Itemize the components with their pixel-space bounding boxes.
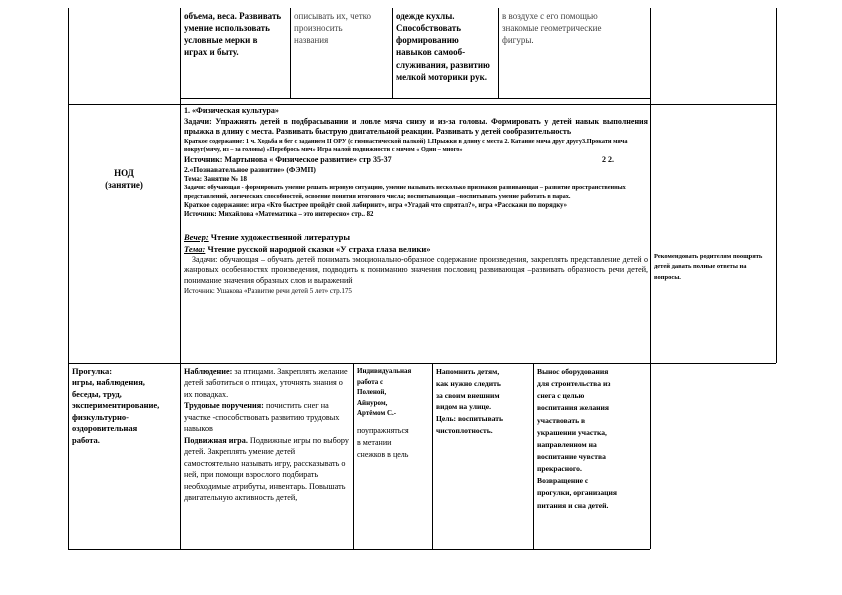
cog-theme: Тема: Занятие № 18	[184, 175, 247, 184]
row1-col3: описывать их, четко произносить названия	[294, 11, 372, 46]
read-theme: Чтение русской народной сказки «У страха глаза велики»	[207, 243, 431, 254]
row1-col5: в воздухе с его помощью знакомые геометрические фигуры.	[502, 11, 602, 46]
read-label: Вечер:	[184, 232, 209, 243]
read-source: Источник: Ушакова «Развитие речи детей 5 лет» стр.175	[184, 286, 352, 295]
nod-label: НОД (занятие)	[105, 168, 143, 191]
grid-line	[498, 8, 499, 98]
grid-line	[68, 104, 776, 105]
walk-activities	[184, 366, 352, 548]
grid-line	[180, 98, 650, 99]
grid-line	[432, 363, 433, 549]
parents-note: Рекомендовать родителям поощрять детей давать полные ответы на вопросы.	[654, 253, 763, 281]
phys-title: 1. «Физическая культура»	[184, 106, 279, 115]
grid-line	[650, 8, 651, 549]
remind-note: Напомнить детям, как нужно следить за своим внешним видом на улице. Цель: воспитывать чистоплотность.	[436, 367, 504, 435]
walk-label: Прогулка: игры, наблюдения, беседы, труд, экспериментирование, физкультурно- оздоровительная работа.	[72, 366, 160, 445]
equipment-note: Вынос оборудования для строительства из снега с целью воспитания желания участвовать в украшении участка, направленном на воспитание чувства прекрасного. Возвращение с прогулки, организация питания и сна детей.	[537, 367, 617, 510]
cog-tasks: Задачи: обучающая - формировать умение решать игровую ситуацию, умение называть несколько признаков развивающая – развитие пространственных представлений, логических способностей, освоение понятия итогового числа; воспитывающая –воспитывать умение работать в парах.	[184, 184, 626, 200]
grid-line	[533, 363, 534, 549]
labor-text: почистить снег на участке -способствовать развитию трудовых навыков	[184, 401, 340, 434]
read-tasks: Задачи: обучающая – обучать детей понимать эмоционально-образное содержание произведения, закреплять представление детей о жанровых особенностях произведения, подводить к пониманию значения пословиц развивающая –развивать образность речи детей, понимание значения образных слов и выражений	[184, 254, 648, 286]
grid-line	[353, 363, 354, 549]
nod-content	[184, 106, 648, 296]
grid-line	[290, 8, 291, 98]
read-theme-label: Тема:	[184, 243, 206, 254]
phys-content: Краткое содержание: 1 ч. Ходьба и бег с заданием II ОРУ (с гимнастической палкой) 1.Прыжки в длину с места 2. Катание мяча друг другу3.Прокати мяча вокруг(мячу, из – за головы) «Перебрось мяч» Игра малой подвижности с мячом « Один – много»	[184, 137, 628, 154]
labor-label: Трудовые поручения:	[184, 401, 264, 411]
obs-label: Наблюдение:	[184, 367, 233, 376]
game-text: Подвижные игры по выбору детей. Закреплять умение детей самостоятельно называть игру, рассказывать о ней, при помощи взрослого подбирать необходимые атрибуты, инвентарь. Повышать двигательную активность детей,	[184, 435, 349, 503]
grid-line	[776, 8, 777, 363]
grid-line	[68, 8, 69, 549]
individual-work: Индивидуальная работа с Поленой, Айнуром, Артёмом С.- поупражняться в метании снежков в цель	[357, 367, 412, 459]
grid-line	[68, 549, 650, 550]
read-title: Чтение художественной литературы	[210, 232, 350, 243]
phys-source: Источник: Мартынова « Физическое развитие» стр 35-37	[184, 154, 392, 164]
cog-source: Источник: Михайлова «Математика – это интересно» стр.. 82	[184, 211, 374, 219]
row1-col2: объема, веса. Развивать умение использовать условные мерки в играх и быту.	[184, 11, 282, 58]
row1-col4: одежде кухлы. Способствовать формированию навыков самооб- служивания, развитию мелкой моторики рук.	[396, 11, 490, 82]
phys-num: 2 2.	[602, 154, 614, 164]
phys-tasks: Задачи: Упражнять детей в подбрасывании и ловле мяча снизу и из-за головы. Формировать у детей навык выполнения прыжка в длину с места. Развивать быструю двигательной реакции. Развивать у детей сообразительность	[184, 116, 648, 137]
grid-line	[68, 363, 776, 364]
cog-title: 2.«Познавательное развитие» (ФЭМП)	[184, 165, 316, 175]
grid-line	[392, 8, 393, 98]
game-label: Подвижная игра.	[184, 435, 248, 445]
grid-line	[180, 8, 181, 549]
cog-content: Краткое содержание: игра «Кто быстрее пройдёт свой лабиринт», игра «Угадай что спрятал?», игра «Расскажи по порядку»	[184, 202, 568, 210]
obs-text: за птицами. Закреплять желание детей заботиться о птицах, уточнять знания о их повадках.	[184, 367, 348, 399]
